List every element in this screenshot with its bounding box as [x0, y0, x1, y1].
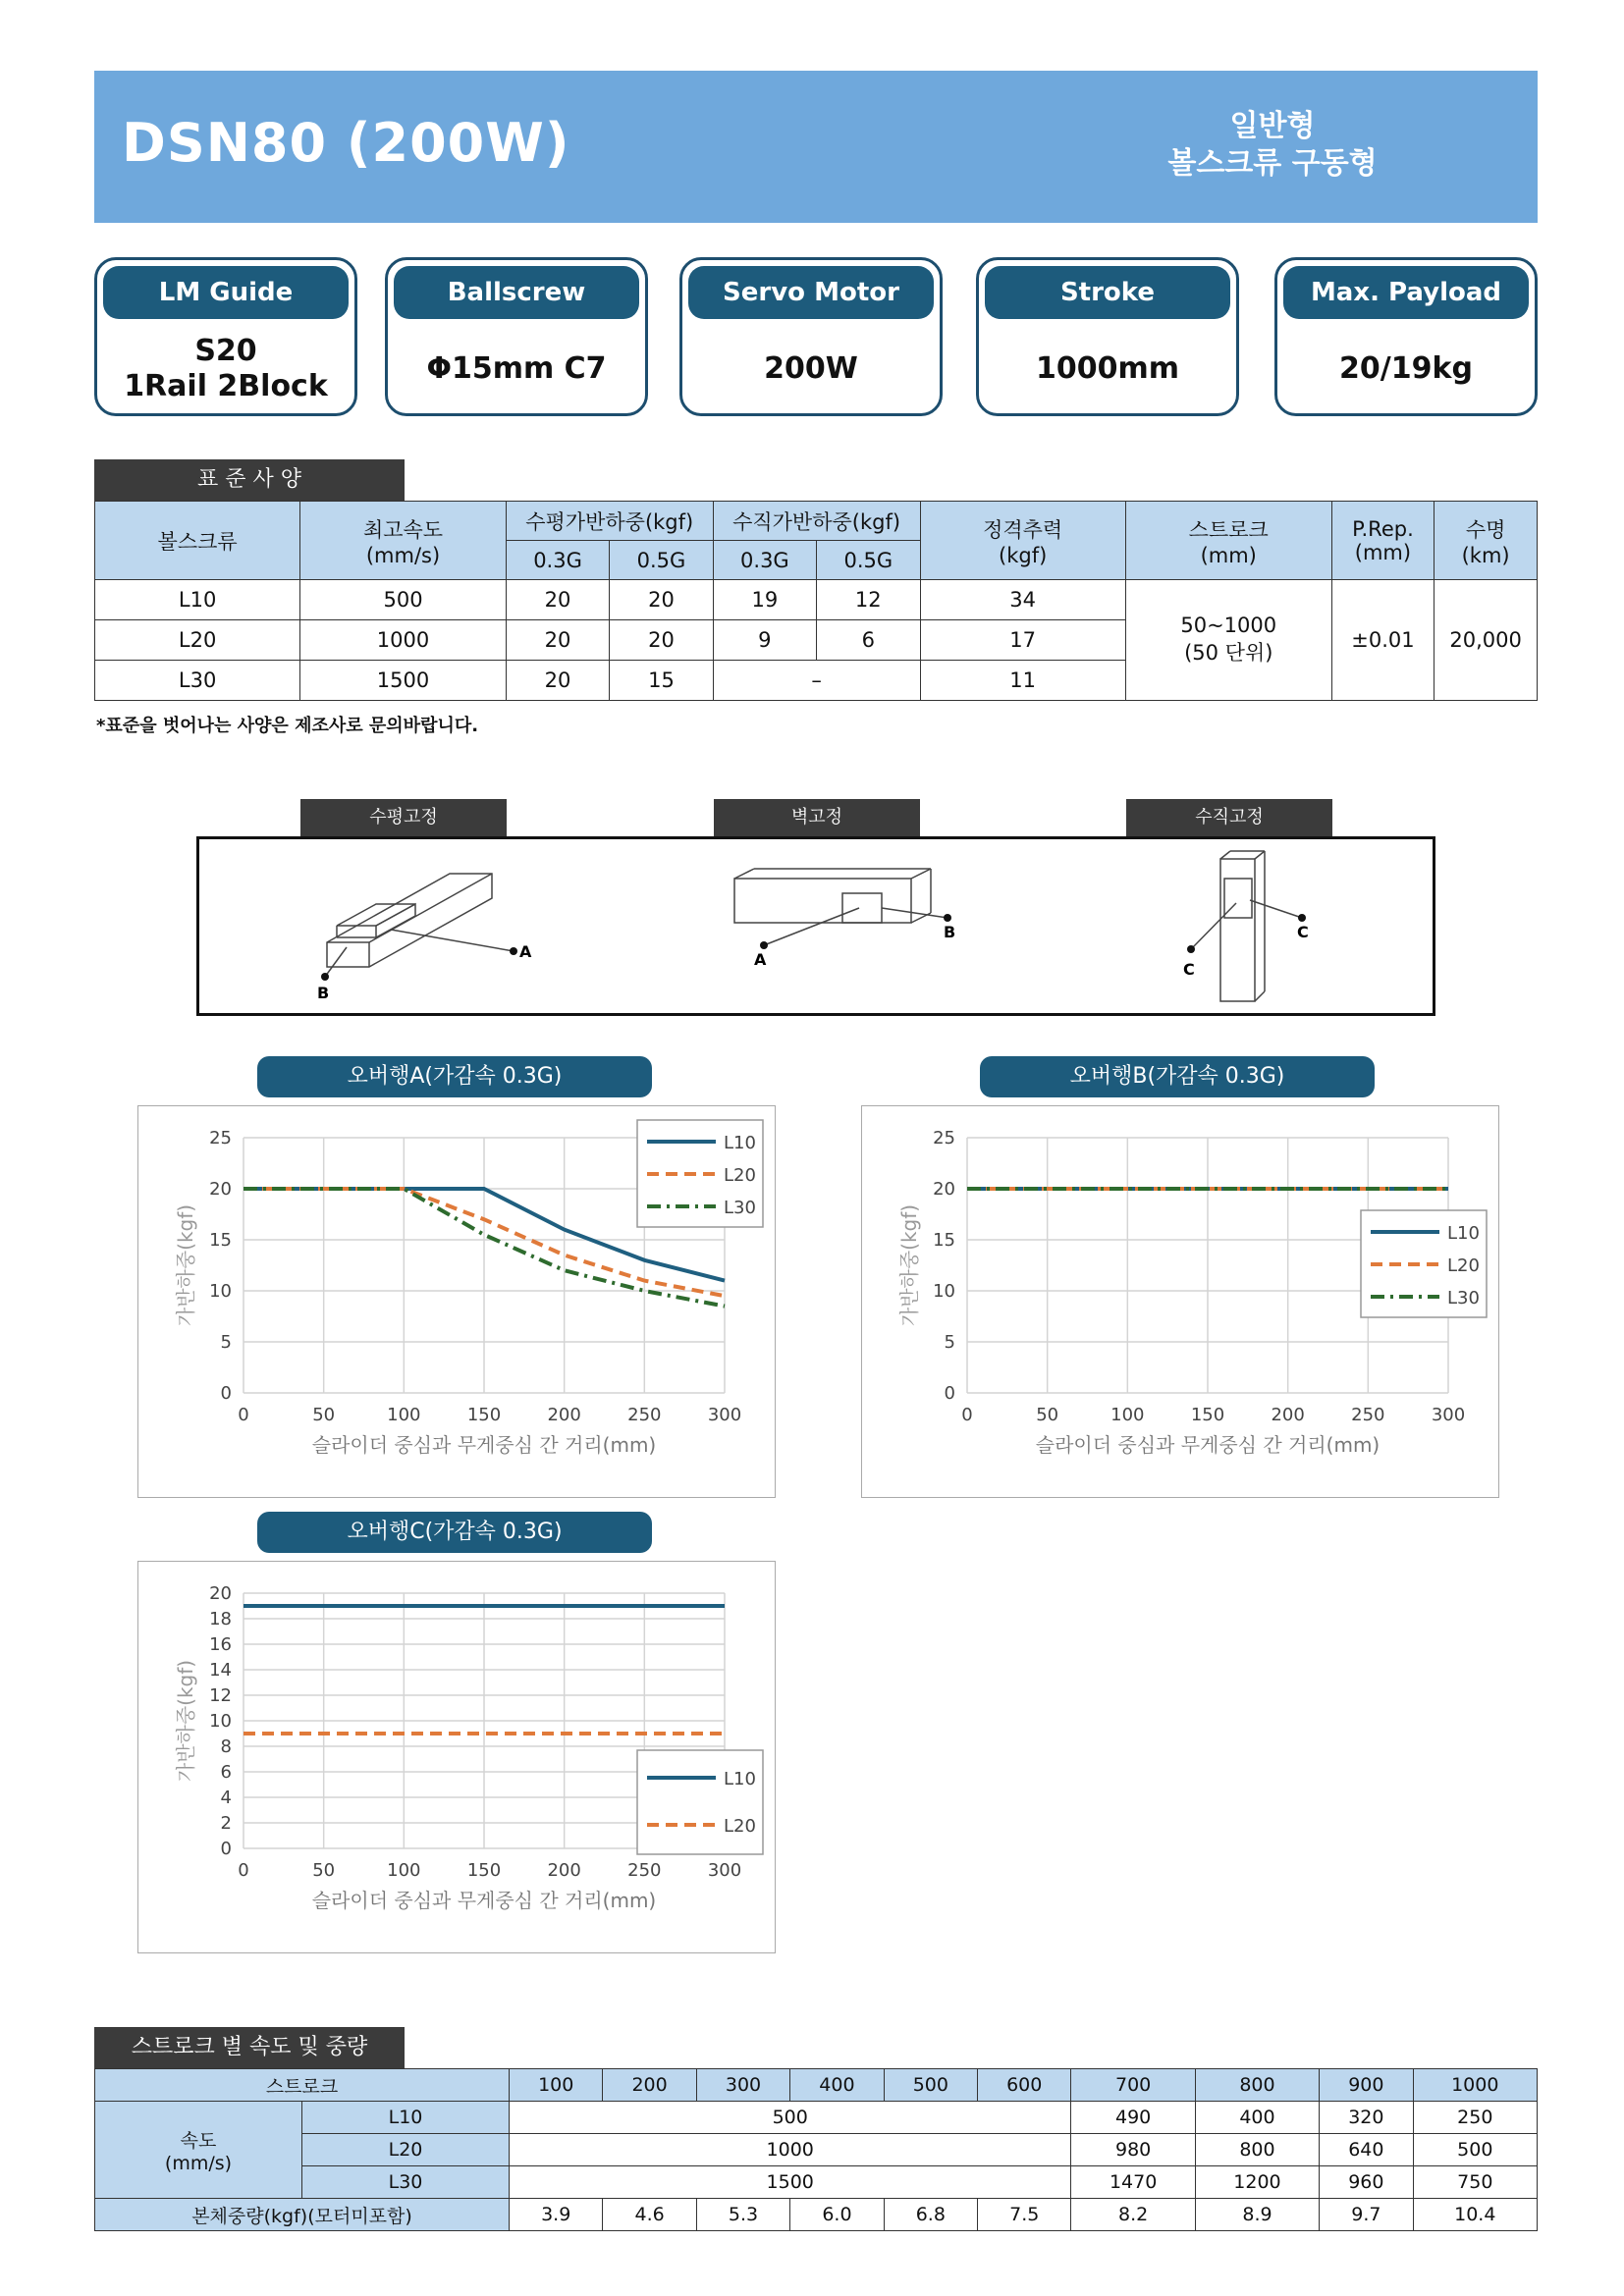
- cell-name: L10: [95, 580, 300, 620]
- x-tick-label: 0: [238, 1405, 249, 1425]
- product-type-line1: 일반형: [1229, 109, 1316, 143]
- cell-base-speed: 500: [510, 2102, 1071, 2134]
- x-tick-label: 100: [387, 1860, 421, 1881]
- card-value-line: S20: [194, 334, 257, 368]
- cell-weight: 9.7: [1320, 2199, 1413, 2231]
- card-value-line: Φ15mm C7: [426, 351, 607, 386]
- stroke-range: 50~1000: [1180, 614, 1277, 637]
- x-tick-label: 200: [547, 1405, 581, 1425]
- chart-c-frame: [137, 1561, 776, 1953]
- y-tick-label: 25: [933, 1128, 955, 1148]
- chart-b-frame: [861, 1105, 1499, 1498]
- x-tick-label: 100: [1110, 1405, 1145, 1425]
- chart-svg: [138, 1562, 775, 1952]
- mount-tab-wall: 벽고정: [714, 799, 920, 836]
- x-tick-label: 250: [627, 1405, 662, 1425]
- legend-label: L20: [724, 1165, 756, 1186]
- table-row: [95, 2199, 1538, 2231]
- mounting-diagram-box: [196, 836, 1435, 1016]
- card-label: Servo Motor: [688, 266, 934, 319]
- y-axis-label: 가반하중(kgf): [174, 1203, 197, 1327]
- th-model: L30: [302, 2166, 510, 2199]
- y-tick-label: 15: [209, 1230, 232, 1251]
- table-row: [95, 2102, 1538, 2134]
- cell-life: 20,000: [1435, 580, 1538, 701]
- card-max-payload: [1274, 257, 1538, 416]
- card-servo-motor: [679, 257, 943, 416]
- x-tick-label: 0: [238, 1860, 249, 1881]
- cell-weight: 3.9: [510, 2199, 603, 2231]
- th-life-label: 수명: [1465, 517, 1506, 542]
- chart-svg: [138, 1106, 775, 1497]
- legend-label: L30: [724, 1198, 756, 1218]
- x-tick-label: 150: [466, 1405, 502, 1425]
- th-stroke-value: 200: [603, 2069, 696, 2102]
- card-label: Ballscrew: [394, 266, 639, 319]
- mounting-diagram: [199, 839, 1433, 1013]
- card-lm-guide: [94, 257, 357, 416]
- x-tick-label: 300: [1431, 1405, 1466, 1425]
- y-tick-label: 18: [209, 1609, 232, 1629]
- card-value-line: 20/19kg: [1339, 351, 1473, 386]
- legend-label: L30: [1447, 1288, 1480, 1308]
- th-weight: 본체중량(kgf)(모터미포함): [95, 2199, 510, 2231]
- y-tick-label: 25: [209, 1128, 232, 1148]
- cell-speed: 640: [1320, 2134, 1413, 2166]
- th-stroke-value: 300: [696, 2069, 789, 2102]
- label-a-wall: A: [754, 950, 767, 969]
- cell-v03: 19: [713, 580, 816, 620]
- card-value: [682, 327, 940, 411]
- x-axis-label: 슬라이더 중심과 무게중심 간 거리(mm): [311, 1433, 657, 1457]
- cell-h03: 20: [506, 661, 609, 701]
- y-tick-label: 0: [220, 1839, 232, 1859]
- cell-weight: 7.5: [978, 2199, 1071, 2231]
- legend-label: L20: [724, 1816, 756, 1837]
- cell-thrust: 34: [920, 580, 1125, 620]
- cell-v03: 9: [713, 620, 816, 661]
- point-a-wall: [760, 941, 768, 949]
- cell-speed: 1500: [300, 661, 507, 701]
- y-axis-label: 가반하중(kgf): [174, 1659, 197, 1783]
- card-value: [1277, 327, 1535, 411]
- point-c-left: [1187, 945, 1195, 953]
- y-tick-label: 10: [209, 1711, 232, 1732]
- th-vertical: 수직가반하중(kgf): [713, 502, 920, 541]
- cell-base-speed: 1000: [510, 2134, 1071, 2166]
- th-stroke-value: 100: [510, 2069, 603, 2102]
- table-row: [95, 2166, 1538, 2199]
- x-tick-label: 50: [312, 1860, 336, 1881]
- label-b-horizontal: B: [317, 984, 330, 1002]
- x-tick-label: 200: [1271, 1405, 1305, 1425]
- x-tick-label: 150: [1190, 1405, 1225, 1425]
- th-h05: 0.5G: [610, 541, 713, 580]
- label-a-horizontal: A: [519, 942, 532, 961]
- th-thrust-label: 정격추력: [983, 517, 1063, 542]
- cell-speed: 490: [1071, 2102, 1195, 2134]
- card-value: [979, 327, 1236, 411]
- chart-a-title: 오버행A(가감속 0.3G): [257, 1056, 652, 1097]
- y-tick-label: 10: [933, 1281, 955, 1302]
- cell-h05: 20: [610, 620, 713, 661]
- x-tick-label: 250: [627, 1860, 662, 1881]
- speed-table: [94, 2068, 1538, 2231]
- chart-legend: [637, 1750, 763, 1854]
- th-prep-unit: (mm): [1354, 540, 1412, 564]
- th-life-unit: (km): [1461, 543, 1510, 567]
- product-type-line2: 볼스크류 구동형: [1167, 146, 1378, 181]
- card-value: [97, 327, 354, 411]
- th-v05: 0.5G: [817, 541, 920, 580]
- cell-h03: 20: [506, 620, 609, 661]
- product-type: [1145, 108, 1400, 183]
- label-c-right: C: [1297, 923, 1309, 941]
- y-tick-label: 20: [209, 1583, 232, 1604]
- table-row: [95, 2134, 1538, 2166]
- th-max-speed-label: 최고속도: [362, 517, 444, 542]
- horizontal-mount-drawing: [325, 874, 514, 977]
- stroke-step: (50 단위): [1184, 641, 1273, 665]
- page-header: [94, 71, 1538, 223]
- cell-weight: 5.3: [696, 2199, 789, 2231]
- point-c-right: [1298, 914, 1306, 922]
- cell-weight: 6.8: [884, 2199, 977, 2231]
- y-axis-label: 가반하중(kgf): [897, 1203, 921, 1327]
- y-tick-label: 20: [933, 1179, 955, 1200]
- x-tick-label: 50: [312, 1405, 336, 1425]
- x-tick-label: 0: [961, 1405, 973, 1425]
- spec-note: *표준을 벗어나는 사양은 제조사로 문의바랍니다.: [96, 716, 479, 736]
- model-title: DSN80 (200W): [122, 112, 570, 174]
- cell-prep: ±0.01: [1331, 580, 1435, 701]
- cell-speed: 800: [1195, 2134, 1319, 2166]
- th-stroke-unit: (mm): [1200, 543, 1257, 567]
- th-prep: [1331, 502, 1435, 580]
- th-h03: 0.3G: [506, 541, 609, 580]
- x-tick-label: 150: [466, 1860, 502, 1881]
- table-row: [95, 580, 1538, 620]
- x-tick-label: 100: [387, 1405, 421, 1425]
- y-tick-label: 8: [220, 1736, 232, 1757]
- spec-table: [94, 501, 1538, 701]
- x-axis-label: 슬라이더 중심과 무게중심 간 거리(mm): [311, 1889, 657, 1912]
- th-speed: [95, 2102, 302, 2199]
- y-tick-label: 5: [944, 1332, 955, 1353]
- th-ballscrew: 볼스크류: [95, 502, 300, 580]
- chart-svg: [862, 1106, 1498, 1497]
- th-thrust: [920, 502, 1125, 580]
- card-value: [388, 327, 645, 411]
- card-value-line: 1000mm: [1035, 351, 1179, 386]
- cell-weight: 8.9: [1195, 2199, 1319, 2231]
- table-row: [95, 2069, 1538, 2102]
- point-b-marker: [321, 973, 329, 981]
- legend-label: L20: [1447, 1255, 1480, 1276]
- cell-h05: 20: [610, 580, 713, 620]
- th-max-speed: [300, 502, 507, 580]
- cell-speed: 960: [1320, 2166, 1413, 2199]
- mount-tab-horizontal: 수평고정: [300, 799, 507, 836]
- label-c-left: C: [1183, 960, 1195, 979]
- th-max-speed-unit: (mm/s): [365, 543, 441, 567]
- x-axis-label: 슬라이더 중심과 무게중심 간 거리(mm): [1035, 1433, 1380, 1457]
- cell-speed: 250: [1413, 2102, 1537, 2134]
- point-a-marker: [510, 947, 517, 955]
- x-tick-label: 50: [1036, 1405, 1059, 1425]
- wall-mount-drawing: [734, 869, 947, 945]
- y-tick-label: 0: [220, 1383, 232, 1404]
- cell-speed: 500: [1413, 2134, 1537, 2166]
- card-label: Max. Payload: [1283, 266, 1529, 319]
- cell-speed: 500: [300, 580, 507, 620]
- cell-name: L30: [95, 661, 300, 701]
- cell-speed: 1200: [1195, 2166, 1319, 2199]
- card-label: Stroke: [985, 266, 1230, 319]
- y-tick-label: 2: [220, 1813, 232, 1834]
- card-stroke: [976, 257, 1239, 416]
- card-value-line: 1Rail 2Block: [124, 369, 328, 403]
- cell-speed: 750: [1413, 2166, 1537, 2199]
- cell-base-speed: 1500: [510, 2166, 1071, 2199]
- cell-weight: 8.2: [1071, 2199, 1195, 2231]
- cell-speed: 1000: [300, 620, 507, 661]
- cell-weight: 4.6: [603, 2199, 696, 2231]
- y-tick-label: 15: [933, 1230, 955, 1251]
- th-prep-label: P.Rep.: [1352, 516, 1414, 541]
- x-tick-label: 300: [707, 1860, 742, 1881]
- th-horizontal: 수평가반하중(kgf): [506, 502, 713, 541]
- label-b-wall: B: [944, 923, 956, 941]
- cell-stroke: [1125, 580, 1331, 701]
- y-tick-label: 10: [209, 1281, 232, 1302]
- y-tick-label: 0: [944, 1383, 955, 1404]
- y-tick-label: 16: [209, 1634, 232, 1655]
- th-v03: 0.3G: [713, 541, 816, 580]
- th-stroke-value: 400: [790, 2069, 884, 2102]
- mount-tab-vertical: 수직고정: [1126, 799, 1332, 836]
- y-tick-label: 12: [209, 1685, 232, 1706]
- x-tick-label: 200: [547, 1860, 581, 1881]
- x-tick-label: 250: [1351, 1405, 1385, 1425]
- th-stroke-value: 500: [884, 2069, 977, 2102]
- th-stroke-value: 1000: [1413, 2069, 1537, 2102]
- spec-section-label: 표 준 사 양: [94, 459, 405, 501]
- cell-h03: 20: [506, 580, 609, 620]
- th-stroke-value: 900: [1320, 2069, 1413, 2102]
- y-tick-label: 14: [209, 1660, 232, 1681]
- th-life: [1435, 502, 1538, 580]
- legend-label: L10: [1447, 1223, 1480, 1244]
- speed-section-label: 스트로크 별 속도 및 중량: [94, 2027, 405, 2068]
- cell-h05: 15: [610, 661, 713, 701]
- cell-speed: 400: [1195, 2102, 1319, 2134]
- chart-c-title: 오버행C(가감속 0.3G): [257, 1512, 652, 1553]
- point-b-wall: [944, 914, 951, 922]
- th-model: L10: [302, 2102, 510, 2134]
- x-tick-label: 300: [707, 1405, 742, 1425]
- y-tick-label: 5: [220, 1332, 232, 1353]
- cell-v05: 6: [817, 620, 920, 661]
- card-value-line: 200W: [764, 351, 858, 386]
- chart-a-frame: [137, 1105, 776, 1498]
- cell-weight: 6.0: [790, 2199, 884, 2231]
- cell-thrust: 11: [920, 661, 1125, 701]
- th-stroke-label: 스트로크: [95, 2069, 510, 2102]
- card-ballscrew: [385, 257, 648, 416]
- th-thrust-unit: (kgf): [999, 543, 1048, 567]
- legend-label: L10: [724, 1133, 756, 1153]
- card-label: LM Guide: [103, 266, 349, 319]
- th-stroke-value: 700: [1071, 2069, 1195, 2102]
- chart-b-title: 오버행B(가감속 0.3G): [980, 1056, 1375, 1097]
- cell-speed: 980: [1071, 2134, 1195, 2166]
- th-model: L20: [302, 2134, 510, 2166]
- legend-label: L10: [724, 1769, 756, 1789]
- y-tick-label: 20: [209, 1179, 232, 1200]
- cell-speed: 1470: [1071, 2166, 1195, 2199]
- th-stroke-value: 600: [978, 2069, 1071, 2102]
- vertical-mount-drawing: [1191, 851, 1302, 1001]
- cell-vertical-na: –: [713, 661, 920, 701]
- y-tick-label: 4: [220, 1788, 232, 1808]
- cell-weight: 10.4: [1413, 2199, 1537, 2231]
- cell-name: L20: [95, 620, 300, 661]
- th-speed-label: 속도: [180, 2129, 217, 2152]
- th-stroke-label: 스트로크: [1188, 517, 1269, 542]
- th-stroke-value: 800: [1195, 2069, 1319, 2102]
- cell-thrust: 17: [920, 620, 1125, 661]
- th-speed-unit: (mm/s): [164, 2152, 233, 2174]
- th-stroke: [1125, 502, 1331, 580]
- cell-v05: 12: [817, 580, 920, 620]
- y-tick-label: 6: [220, 1762, 232, 1783]
- cell-speed: 320: [1320, 2102, 1413, 2134]
